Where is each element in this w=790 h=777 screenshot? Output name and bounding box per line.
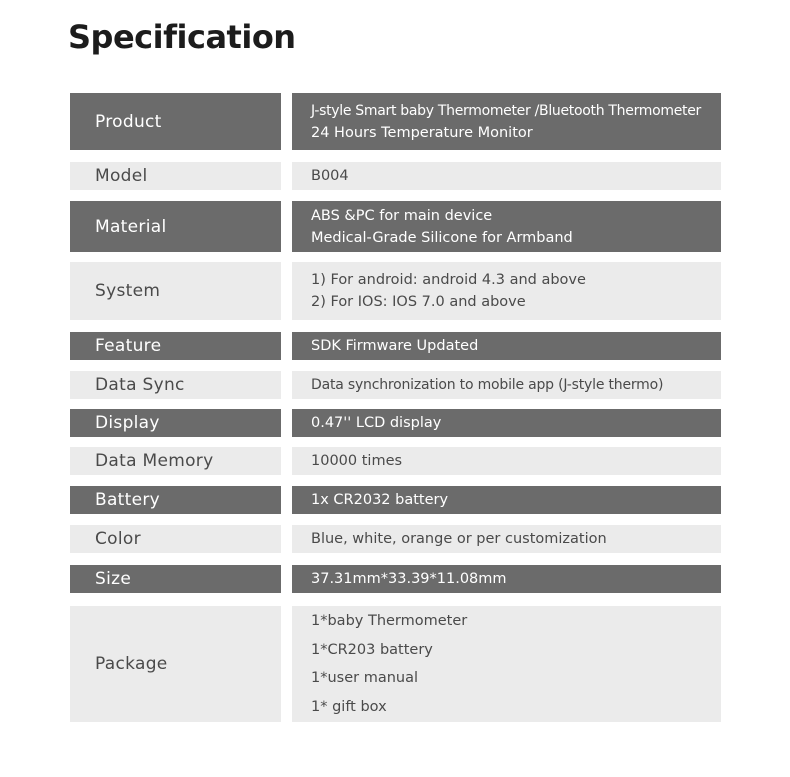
spec-value bbox=[292, 332, 721, 360]
spec-value-line: 10000 times bbox=[311, 453, 403, 469]
spec-value bbox=[292, 262, 721, 320]
spec-value bbox=[292, 606, 721, 722]
spec-row-package bbox=[70, 606, 721, 722]
spec-value-line: Medical-Grade Silicone for Armband bbox=[311, 229, 573, 246]
spec-row-data-memory bbox=[70, 447, 721, 475]
spec-row-data-sync bbox=[70, 371, 721, 399]
spec-row-system bbox=[70, 262, 721, 320]
spec-label: Data Memory bbox=[70, 447, 281, 475]
spec-label: Data Sync bbox=[70, 371, 281, 399]
spec-value-line: Blue, white, orange or per customization bbox=[311, 531, 607, 547]
spec-label: Material bbox=[70, 201, 281, 252]
spec-value bbox=[292, 409, 721, 437]
spec-label: Model bbox=[70, 162, 281, 190]
spec-row-material bbox=[70, 201, 721, 252]
spec-value-line: B004 bbox=[311, 168, 349, 184]
spec-value bbox=[292, 565, 721, 593]
spec-label: Color bbox=[70, 525, 281, 553]
spec-row-product bbox=[70, 93, 721, 150]
spec-value-line: 1*CR203 battery bbox=[311, 641, 433, 658]
spec-value bbox=[292, 525, 721, 553]
spec-value-line: 1x CR2032 battery bbox=[311, 492, 449, 508]
spec-label: Battery bbox=[70, 486, 281, 514]
spec-label: Package bbox=[70, 606, 281, 722]
spec-label: System bbox=[70, 262, 281, 320]
spec-value bbox=[292, 93, 721, 150]
spec-value-line: 1* gift box bbox=[311, 698, 387, 715]
spec-value bbox=[292, 371, 721, 399]
spec-value bbox=[292, 486, 721, 514]
spec-label: Feature bbox=[70, 332, 281, 360]
page-title: Specification bbox=[68, 18, 296, 56]
spec-row-display bbox=[70, 409, 721, 437]
spec-row-size bbox=[70, 565, 721, 593]
spec-value-line: ABS &PC for main device bbox=[311, 207, 493, 224]
spec-value-line: 2) For IOS: IOS 7.0 and above bbox=[311, 294, 526, 310]
spec-value-line: Data synchronization to mobile app (J-style thermo) bbox=[311, 377, 664, 393]
spec-value-line: 37.31mm*33.39*11.08mm bbox=[311, 571, 507, 587]
spec-value-line: J-style Smart baby Thermometer /Bluetooth Thermometer bbox=[311, 102, 701, 119]
spec-value bbox=[292, 201, 721, 252]
spec-label: Display bbox=[70, 409, 281, 437]
spec-row-battery bbox=[70, 486, 721, 514]
spec-value-line: 1*user manual bbox=[311, 670, 419, 686]
spec-value-line: 1*baby Thermometer bbox=[311, 613, 468, 629]
spec-row-feature bbox=[70, 332, 721, 360]
spec-value-line: 0.47'' LCD display bbox=[311, 415, 442, 431]
spec-value-line: 1) For android: android 4.3 and above bbox=[311, 272, 586, 288]
spec-value bbox=[292, 162, 721, 190]
spec-label: Size bbox=[70, 565, 281, 593]
spec-label: Product bbox=[70, 93, 281, 150]
spec-value-line: 24 Hours Temperature Monitor bbox=[311, 124, 533, 141]
spec-row-model bbox=[70, 162, 721, 190]
spec-row-color bbox=[70, 525, 721, 553]
spec-value-line: SDK Firmware Updated bbox=[311, 338, 479, 354]
spec-value bbox=[292, 447, 721, 475]
